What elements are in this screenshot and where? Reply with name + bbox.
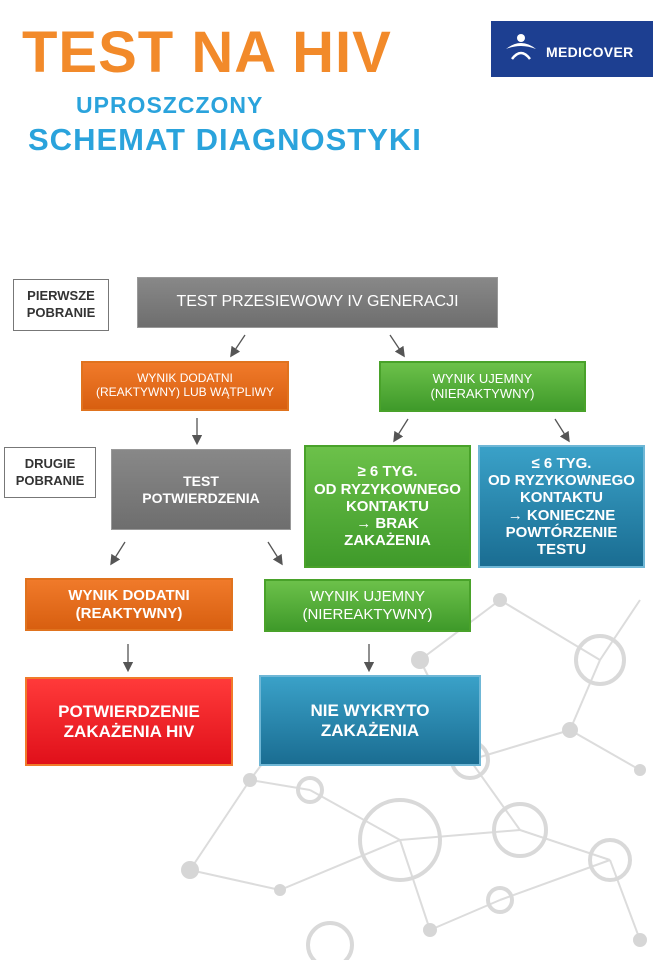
infection-not-detected-box: NIE WYKRYTO ZAKAŻENIA	[259, 675, 481, 766]
arrow-negative-to-under-6-weeks	[555, 419, 567, 438]
over-6-weeks-no-infection-box: ≥ 6 TYG. OD RYZYKOWNEGO KONTAKTU → BRAK ZAKAŻENIA	[304, 445, 471, 568]
negative-result-box-1: WYNIK UJEMNY (NIERAKTYWNY)	[379, 361, 586, 412]
second-draw-label: DRUGIE POBRANIE	[4, 447, 96, 498]
page-subtitle-line-2: SCHEMAT DIAGNOSTYKI	[28, 122, 422, 157]
negative-result-box-2: WYNIK UJEMNY (NIEREAKTYWNY)	[264, 579, 471, 632]
page-title: TEST NA HIV	[22, 20, 392, 85]
arrow-negative-to-over-6-weeks	[396, 419, 408, 438]
positive-result-box-2: WYNIK DODATNI (REAKTYWNY)	[25, 578, 233, 631]
arrow-screening-to-positive	[233, 335, 245, 353]
screening-test-box: TEST PRZESIEWOWY IV GENERACJI	[137, 277, 498, 328]
logo-text: MEDICOVER	[546, 44, 634, 60]
first-draw-label: PIERWSZE POBRANIE	[13, 279, 109, 331]
arrow-screening-to-negative	[390, 335, 402, 353]
page-subtitle-line-1: UPROSZCZONY	[76, 92, 264, 118]
under-6-weeks-retest-box: ≤ 6 TYG. OD RYZYKOWNEGO KONTAKTU → KONIECZNE POWTÓRZENIE TESTU	[478, 445, 645, 568]
arrow-confirmation-to-negative	[268, 542, 280, 561]
positive-or-doubtful-result-box: WYNIK DODATNI (REAKTYWNY) LUB WĄTPLIWY	[81, 361, 289, 411]
confirmation-test-box: TEST POTWIERDZENIA	[111, 449, 291, 530]
hiv-infection-confirmed-box: POTWIERDZENIE ZAKAŻENIA HIV	[25, 677, 233, 766]
arrow-confirmation-to-positive	[113, 542, 125, 561]
